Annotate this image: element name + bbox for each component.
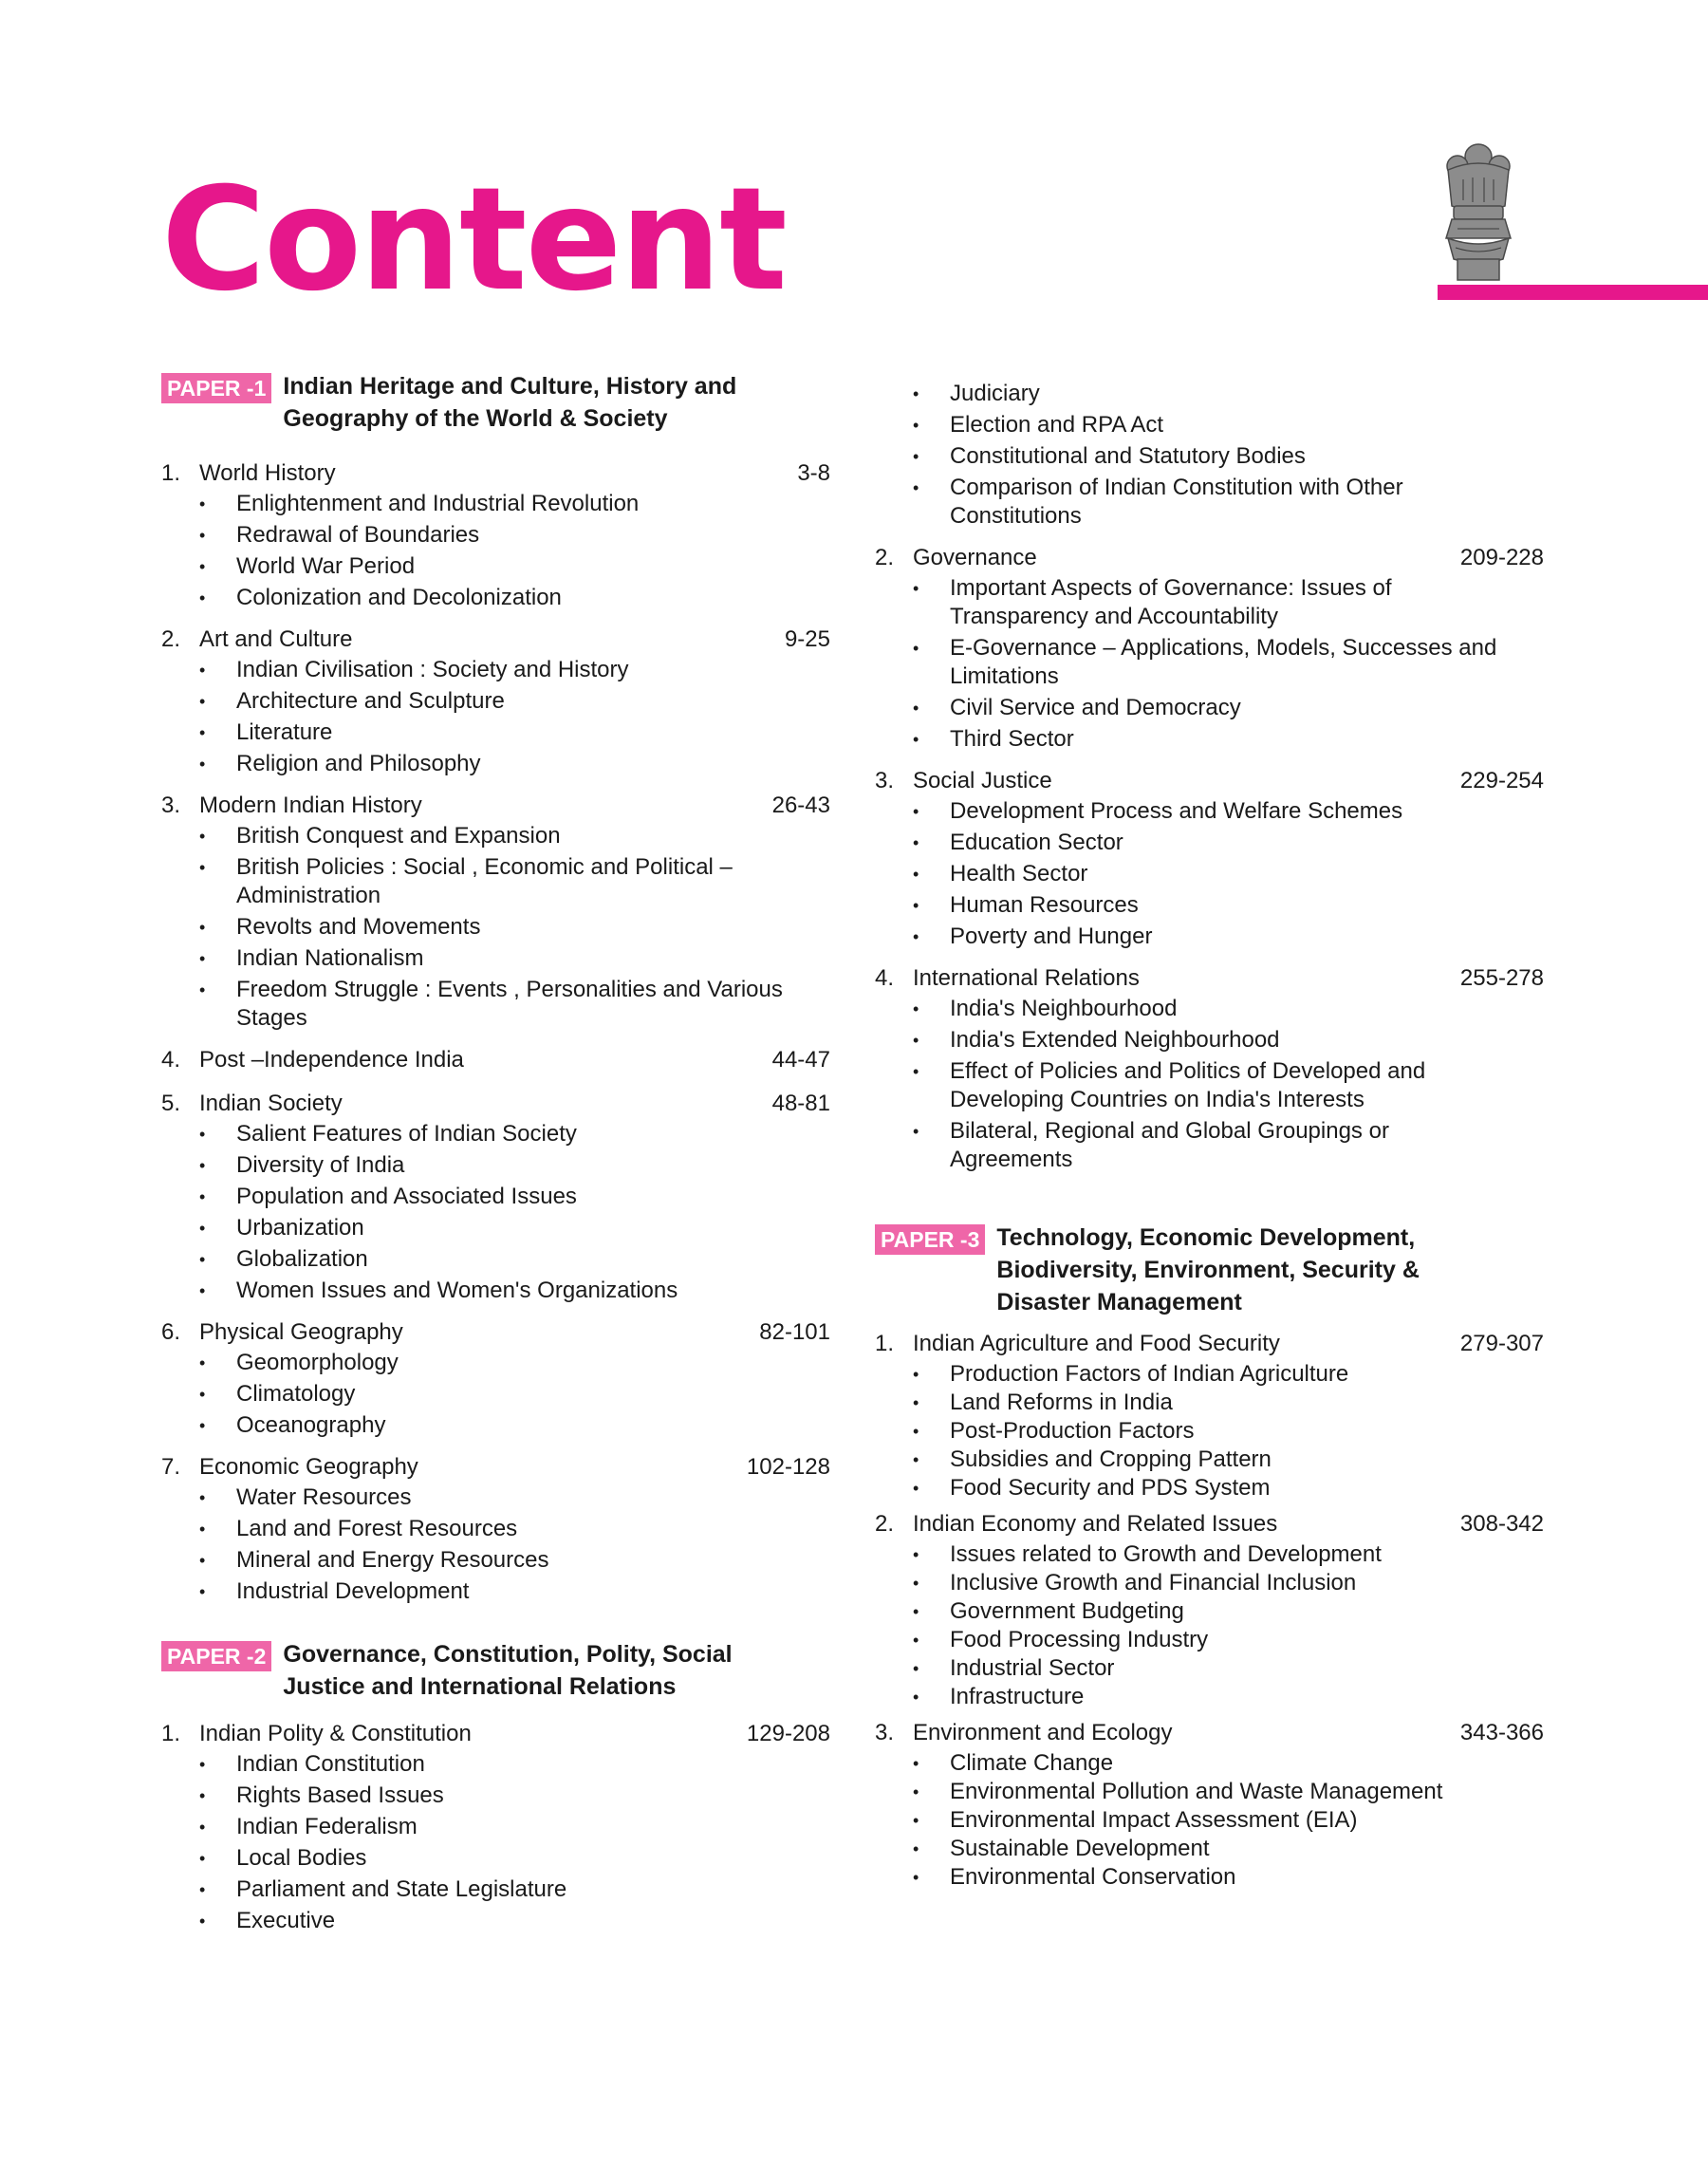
topic-item xyxy=(199,944,830,973)
topic-item xyxy=(199,1750,830,1779)
topic-text: Sustainable Development xyxy=(950,1836,1210,1861)
topic-item xyxy=(913,1026,1544,1054)
topic-text: Government Budgeting xyxy=(950,1598,1184,1624)
toc-section xyxy=(875,1717,1544,1892)
topic-text: Food Security and PDS System xyxy=(950,1475,1271,1501)
bullet-icon: • xyxy=(199,557,206,576)
bullet-icon: • xyxy=(199,1353,206,1372)
topic-item xyxy=(913,1569,1544,1597)
topic-item xyxy=(913,995,1544,1023)
topic-text: Environmental Conservation xyxy=(950,1864,1236,1890)
topic-text: Civil Service and Democracy xyxy=(950,695,1241,720)
bullet-icon: • xyxy=(199,858,206,877)
topic-text: Development Process and Welfare Schemes xyxy=(950,798,1403,824)
bullet-icon: • xyxy=(199,755,206,774)
section-number: 2. xyxy=(875,1511,895,1537)
bullet-icon: • xyxy=(913,999,919,1018)
section-row xyxy=(875,1717,1544,1749)
topic-item xyxy=(913,923,1544,951)
bullet-icon: • xyxy=(199,1416,206,1435)
bullet-icon: • xyxy=(913,865,919,884)
section-title: Economic Geography xyxy=(199,1454,418,1480)
topic-item xyxy=(913,634,1544,691)
topic-text: Water Resources xyxy=(236,1484,412,1510)
bullet-icon: • xyxy=(913,447,919,466)
bullet-icon: • xyxy=(913,1479,919,1498)
bullet-icon: • xyxy=(199,1786,206,1805)
topic-text: Environmental Impact Assessment (EIA) xyxy=(950,1807,1358,1833)
section-number: 1. xyxy=(161,1721,181,1746)
topic-item xyxy=(913,574,1544,631)
bullet-icon: • xyxy=(199,692,206,711)
section-number: 1. xyxy=(875,1331,895,1356)
section-title: Art and Culture xyxy=(199,626,353,652)
topic-text: British Policies : Social , Economic and Political – Administration xyxy=(236,854,733,908)
section-row xyxy=(875,1328,1544,1360)
toc-section xyxy=(875,542,1544,754)
topic-text: Bilateral, Regional and Global Groupings or Agreements xyxy=(950,1118,1389,1172)
bullet-icon: • xyxy=(913,1422,919,1441)
bullet-icon: • xyxy=(199,494,206,513)
paper-badge: PAPER -3 xyxy=(875,1224,985,1255)
topic-text: Education Sector xyxy=(950,830,1123,855)
toc-section xyxy=(875,962,1544,1174)
topic-text: Indian Nationalism xyxy=(236,945,424,971)
bullet-icon: • xyxy=(913,1782,919,1801)
topic-text: Poverty and Hunger xyxy=(950,924,1153,949)
paper-3-header xyxy=(875,1222,1544,1318)
section-row xyxy=(875,765,1544,797)
bullet-icon: • xyxy=(199,1520,206,1539)
topic-text: Third Sector xyxy=(950,726,1074,752)
toc-section xyxy=(161,1088,830,1305)
topic-item xyxy=(199,1577,830,1606)
section-row xyxy=(161,624,830,656)
topic-item xyxy=(199,1349,830,1377)
bullet-icon: • xyxy=(199,918,206,937)
topic-item xyxy=(913,1540,1544,1569)
topic-item xyxy=(199,822,830,850)
topic-item xyxy=(199,656,830,684)
paper-badge: PAPER -1 xyxy=(161,373,271,403)
topic-item xyxy=(913,1597,1544,1626)
section-title: Modern Indian History xyxy=(199,793,422,818)
topic-item xyxy=(199,1245,830,1274)
section-page-range: 48-81 xyxy=(771,1091,830,1116)
topic-item xyxy=(199,1483,830,1512)
section-row xyxy=(161,790,830,822)
toc-section xyxy=(161,1044,830,1076)
topic-text: Local Bodies xyxy=(236,1845,367,1871)
topic-text: Literature xyxy=(236,719,333,745)
topic-text: World War Period xyxy=(236,553,416,579)
topic-item xyxy=(913,829,1544,857)
topic-text: British Conquest and Expansion xyxy=(236,823,561,849)
paper-title: Indian Heritage and Culture, History and Geography of the World & Society xyxy=(283,373,737,432)
topic-item xyxy=(913,1626,1544,1654)
national-emblem xyxy=(1435,138,1522,291)
topic-text: Health Sector xyxy=(950,861,1088,886)
topic-list xyxy=(875,1749,1544,1892)
section-title: Governance xyxy=(913,545,1037,570)
bullet-icon: • xyxy=(913,639,919,658)
bullet-icon: • xyxy=(913,579,919,598)
topic-list xyxy=(161,490,830,612)
topic-item xyxy=(913,694,1544,722)
bullet-icon: • xyxy=(913,730,919,749)
topic-text: Executive xyxy=(236,1908,336,1933)
section-title: Post –Independence India xyxy=(199,1047,464,1073)
right-column xyxy=(875,380,1544,1897)
topic-item xyxy=(199,521,830,550)
topic-text: India's Extended Neighbourhood xyxy=(950,1027,1280,1053)
topic-text: Geomorphology xyxy=(236,1350,399,1375)
bullet-icon: • xyxy=(199,661,206,680)
topic-item xyxy=(913,891,1544,920)
topic-list xyxy=(875,574,1544,754)
bullet-icon: • xyxy=(199,827,206,846)
topic-item xyxy=(913,474,1544,531)
page-title: Content xyxy=(161,158,786,323)
topic-list xyxy=(161,822,830,1033)
bullet-icon: • xyxy=(913,1450,919,1469)
section-title: World History xyxy=(199,460,336,486)
section-number: 4. xyxy=(875,965,895,991)
section-row xyxy=(875,962,1544,995)
bullet-icon: • xyxy=(913,927,919,946)
continued-list xyxy=(875,380,1544,531)
bullet-icon: • xyxy=(199,1880,206,1899)
topic-item xyxy=(199,552,830,581)
bullet-icon: • xyxy=(199,1156,206,1175)
bullet-icon: • xyxy=(199,1582,206,1601)
section-page-range: 129-208 xyxy=(746,1721,830,1746)
topic-text: Climate Change xyxy=(950,1750,1114,1776)
topic-text: Food Processing Industry xyxy=(950,1627,1209,1652)
accent-bar xyxy=(1438,285,1708,300)
topic-text: Revolts and Movements xyxy=(236,914,481,940)
bullet-icon: • xyxy=(199,1488,206,1507)
topic-text: Oceanography xyxy=(236,1412,386,1438)
topic-item xyxy=(913,1389,1544,1417)
topic-text: Comparison of Indian Constitution with Other Constitutions xyxy=(950,475,1403,529)
bullet-icon: • xyxy=(913,1868,919,1887)
bullet-icon: • xyxy=(913,802,919,821)
topic-item xyxy=(199,718,830,747)
topic-list xyxy=(161,1349,830,1440)
topic-item xyxy=(199,1183,830,1211)
bullet-icon: • xyxy=(199,723,206,742)
topic-item xyxy=(913,797,1544,826)
toc-section xyxy=(161,457,830,612)
section-row xyxy=(161,457,830,490)
topic-text: Architecture and Sculpture xyxy=(236,688,505,714)
topic-item xyxy=(913,1654,1544,1683)
topic-text: E-Governance – Applications, Models, Successes and Limitations xyxy=(950,635,1497,689)
topic-item xyxy=(199,584,830,612)
topic-text: Subsidies and Cropping Pattern xyxy=(950,1446,1272,1472)
topic-list xyxy=(161,1483,830,1606)
bullet-icon: • xyxy=(913,1545,919,1564)
section-row xyxy=(161,1088,830,1120)
topic-text: Important Aspects of Governance: Issues of Transparency and Accountability xyxy=(950,575,1392,629)
bullet-icon: • xyxy=(913,1031,919,1050)
bullet-icon: • xyxy=(913,1811,919,1830)
section-page-range: 279-307 xyxy=(1459,1331,1544,1356)
topic-item xyxy=(913,411,1544,439)
topic-item xyxy=(913,725,1544,754)
section-row xyxy=(875,1508,1544,1540)
topic-list xyxy=(875,1360,1544,1502)
toc-section xyxy=(161,1718,830,1935)
bullet-icon: • xyxy=(913,833,919,852)
bullet-icon: • xyxy=(913,1365,919,1384)
topic-item xyxy=(913,860,1544,888)
section-page-range: 209-228 xyxy=(1459,545,1544,570)
topic-text: Infrastructure xyxy=(950,1684,1085,1709)
bullet-icon: • xyxy=(199,1219,206,1238)
topic-text: Constitutional and Statutory Bodies xyxy=(950,443,1306,469)
section-title: Environment and Ecology xyxy=(913,1720,1173,1745)
topic-text: Effect of Policies and Politics of Developed and Developing Countries on India's Interests xyxy=(950,1058,1426,1112)
topic-item xyxy=(913,1057,1544,1114)
toc-section xyxy=(161,1316,830,1440)
topic-text: Land Reforms in India xyxy=(950,1390,1173,1415)
bullet-icon: • xyxy=(913,416,919,435)
topic-text: Women Issues and Women's Organizations xyxy=(236,1278,678,1303)
topic-item xyxy=(199,1782,830,1810)
section-number: 3. xyxy=(875,1720,895,1745)
section-page-range: 343-366 xyxy=(1459,1720,1544,1745)
topic-text: Redrawal of Boundaries xyxy=(236,522,480,548)
topic-text: Indian Constitution xyxy=(236,1751,425,1777)
topic-text: Industrial Sector xyxy=(950,1655,1115,1681)
topic-list xyxy=(875,995,1544,1174)
topic-item xyxy=(913,1446,1544,1474)
bullet-icon: • xyxy=(913,384,919,403)
topic-item xyxy=(199,750,830,778)
left-column xyxy=(161,370,830,1947)
section-title: Indian Agriculture and Food Security xyxy=(913,1331,1280,1356)
bullet-icon: • xyxy=(913,1393,919,1412)
section-number: 1. xyxy=(161,460,181,486)
section-number: 6. xyxy=(161,1319,181,1345)
topic-text: Globalization xyxy=(236,1246,368,1272)
topic-item xyxy=(199,1875,830,1904)
bullet-icon: • xyxy=(913,1631,919,1650)
topic-item xyxy=(199,1844,830,1873)
topic-text: Parliament and State Legislature xyxy=(236,1876,567,1902)
section-page-range: 26-43 xyxy=(771,793,830,818)
bullet-icon: • xyxy=(913,699,919,718)
bullet-icon: • xyxy=(199,1250,206,1269)
section-row xyxy=(161,1451,830,1483)
topic-text: Judiciary xyxy=(950,381,1040,406)
bullet-icon: • xyxy=(199,949,206,968)
topic-item xyxy=(199,976,830,1033)
bullet-icon: • xyxy=(199,1551,206,1570)
section-number: 4. xyxy=(161,1047,181,1073)
topic-list xyxy=(161,1750,830,1935)
bullet-icon: • xyxy=(199,526,206,545)
topic-item xyxy=(913,442,1544,471)
bullet-icon: • xyxy=(913,1839,919,1858)
section-number: 2. xyxy=(161,626,181,652)
section-number: 3. xyxy=(161,793,181,818)
topic-list xyxy=(161,1120,830,1305)
topic-item xyxy=(199,490,830,518)
topic-list xyxy=(875,797,1544,951)
topic-text: Climatology xyxy=(236,1381,356,1407)
topic-item xyxy=(199,1380,830,1409)
topic-text: Indian Federalism xyxy=(236,1814,418,1839)
topic-item xyxy=(913,1683,1544,1711)
bullet-icon: • xyxy=(199,1755,206,1774)
topic-text: Mineral and Energy Resources xyxy=(236,1547,549,1573)
topic-item xyxy=(199,1515,830,1543)
bullet-icon: • xyxy=(199,980,206,999)
topic-item xyxy=(913,1474,1544,1502)
topic-text: Religion and Philosophy xyxy=(236,751,481,776)
section-number: 7. xyxy=(161,1454,181,1480)
topic-item xyxy=(913,1117,1544,1174)
topic-item xyxy=(199,1813,830,1841)
topic-text: Production Factors of Indian Agriculture xyxy=(950,1361,1349,1387)
bullet-icon: • xyxy=(199,1187,206,1206)
bullet-icon: • xyxy=(913,896,919,915)
topic-text: Industrial Development xyxy=(236,1578,470,1604)
topic-item xyxy=(199,1151,830,1180)
topic-text: Land and Forest Resources xyxy=(236,1516,518,1541)
topic-item xyxy=(913,380,1544,408)
topic-text: Salient Features of Indian Society xyxy=(236,1121,577,1147)
topic-text: Post-Production Factors xyxy=(950,1418,1195,1444)
topic-item xyxy=(199,853,830,910)
section-title: Physical Geography xyxy=(199,1319,403,1345)
toc-section xyxy=(875,1328,1544,1502)
topic-item xyxy=(199,1214,830,1242)
topic-item xyxy=(913,1749,1544,1778)
bullet-icon: • xyxy=(913,1574,919,1593)
section-number: 5. xyxy=(161,1091,181,1116)
section-page-range: 9-25 xyxy=(784,626,830,652)
bullet-icon: • xyxy=(199,588,206,607)
paper-2-header xyxy=(161,1638,830,1703)
topic-text: Human Resources xyxy=(950,892,1139,918)
topic-item xyxy=(199,1546,830,1575)
topic-item xyxy=(199,1120,830,1148)
topic-text: Issues related to Growth and Development xyxy=(950,1541,1382,1567)
topic-text: Enlightenment and Industrial Revolution xyxy=(236,491,640,516)
section-row xyxy=(161,1718,830,1750)
bullet-icon: • xyxy=(913,1602,919,1621)
section-title: Social Justice xyxy=(913,768,1052,793)
topic-item xyxy=(913,1417,1544,1446)
section-number: 2. xyxy=(875,545,895,570)
topic-text: Rights Based Issues xyxy=(236,1782,444,1808)
bullet-icon: • xyxy=(913,1122,919,1141)
topic-item xyxy=(199,1411,830,1440)
bullet-icon: • xyxy=(913,478,919,497)
section-row xyxy=(875,542,1544,574)
toc-section xyxy=(875,1508,1544,1711)
section-title: Indian Society xyxy=(199,1091,343,1116)
paper-title: Technology, Economic Development, Biodiversity, Environment, Security & Disaster Management xyxy=(996,1224,1420,1315)
toc-section xyxy=(875,765,1544,951)
topic-item xyxy=(199,1907,830,1935)
topic-item xyxy=(913,1360,1544,1389)
topic-item xyxy=(199,913,830,942)
section-page-range: 229-254 xyxy=(1459,768,1544,793)
topic-item xyxy=(913,1835,1544,1863)
topic-list xyxy=(875,1540,1544,1711)
section-title: International Relations xyxy=(913,965,1140,991)
topic-text: Election and RPA Act xyxy=(950,412,1164,438)
topic-text: Diversity of India xyxy=(236,1152,405,1178)
section-row xyxy=(161,1316,830,1349)
topic-text: Freedom Struggle : Events , Personalities and Various Stages xyxy=(236,977,783,1031)
section-page-range: 255-278 xyxy=(1459,965,1544,991)
topic-item xyxy=(199,1277,830,1305)
toc-section xyxy=(161,624,830,778)
topic-text: Environmental Pollution and Waste Management xyxy=(950,1779,1443,1804)
topic-text: India's Neighbourhood xyxy=(950,996,1178,1021)
section-page-range: 44-47 xyxy=(771,1047,830,1073)
section-number: 3. xyxy=(875,768,895,793)
bullet-icon: • xyxy=(199,1385,206,1404)
bullet-icon: • xyxy=(913,1062,919,1081)
topic-item xyxy=(199,687,830,716)
topic-item xyxy=(913,1806,1544,1835)
bullet-icon: • xyxy=(913,1688,919,1707)
bullet-icon: • xyxy=(199,1281,206,1300)
section-row xyxy=(161,1044,830,1076)
topic-text: Urbanization xyxy=(236,1215,364,1241)
bullet-icon: • xyxy=(913,1659,919,1678)
topic-text: Indian Civilisation : Society and History xyxy=(236,657,629,682)
topic-item xyxy=(913,1778,1544,1806)
bullet-icon: • xyxy=(913,1754,919,1773)
paper-title: Governance, Constitution, Polity, Social Justice and International Relations xyxy=(283,1641,733,1700)
paper-badge: PAPER -2 xyxy=(161,1641,271,1671)
section-title: Indian Polity & Constitution xyxy=(199,1721,472,1746)
section-page-range: 82-101 xyxy=(759,1319,830,1345)
section-page-range: 102-128 xyxy=(746,1454,830,1480)
toc-section xyxy=(161,1451,830,1606)
toc-section xyxy=(161,790,830,1033)
section-page-range: 308-342 xyxy=(1459,1511,1544,1537)
paper-1-header xyxy=(161,370,830,435)
section-page-range: 3-8 xyxy=(797,460,830,486)
topic-list xyxy=(161,656,830,778)
bullet-icon: • xyxy=(199,1125,206,1144)
bullet-icon: • xyxy=(199,1818,206,1837)
bullet-icon: • xyxy=(199,1912,206,1931)
topic-item xyxy=(913,1863,1544,1892)
topic-text: Colonization and Decolonization xyxy=(236,585,562,610)
topic-text: Population and Associated Issues xyxy=(236,1184,577,1209)
section-title: Indian Economy and Related Issues xyxy=(913,1511,1278,1537)
bullet-icon: • xyxy=(199,1849,206,1868)
topic-text: Inclusive Growth and Financial Inclusion xyxy=(950,1570,1357,1595)
